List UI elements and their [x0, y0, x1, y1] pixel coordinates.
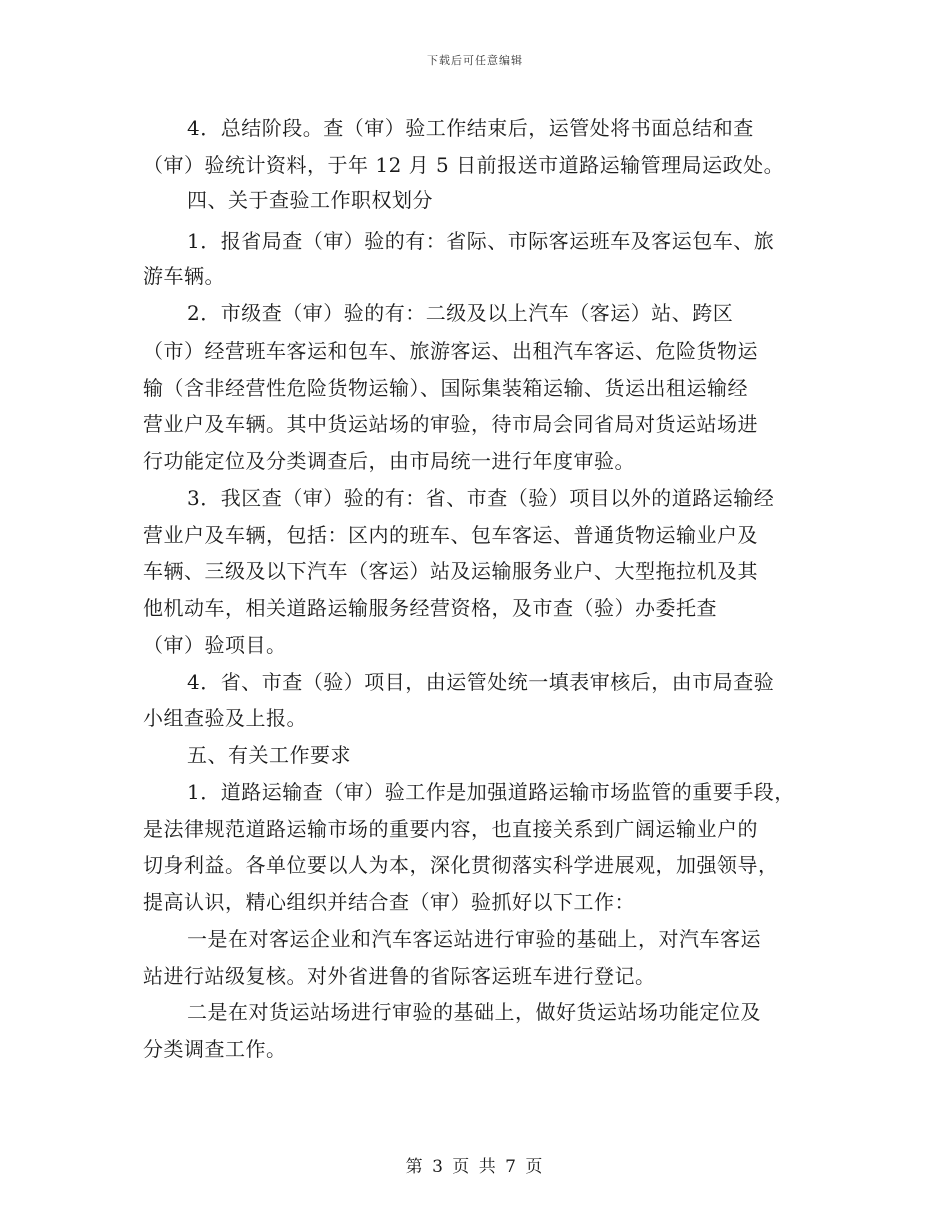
paragraph-line: 一是在对客运企业和汽车客运站进行审验的基础上，对汽车客运 — [187, 927, 761, 951]
paragraph-line: 营业户及车辆。其中货运站场的审验，待市局会同省局对货运站场进 — [143, 412, 758, 436]
paragraph-line: 2．市级查（审）验的有：二级及以上汽车（客运）站、跨区 — [187, 301, 734, 325]
paragraph-line: 游车辆。 — [143, 264, 225, 288]
section-heading: 五、有关工作要求 — [187, 743, 351, 767]
paragraph-line: 他机动车，相关道路运输服务经营资格，及市查（验）办委托查 — [143, 596, 717, 620]
page-number-footer: 第 3 页 共 7 页 — [405, 1157, 545, 1177]
page-header: 下载后可任意编辑 — [427, 54, 523, 67]
paragraph-line: 是法律规范道路运输市场的重要内容，也直接关系到广阔运输业户的 — [143, 817, 758, 841]
paragraph-line: 4．总结阶段。查（审）验工作结束后，运管处将书面总结和查 — [187, 116, 754, 140]
paragraph-line: 1．报省局查（审）验的有：省际、市际客运班车及客运包车、旅 — [187, 229, 775, 253]
paragraph-line: 车辆、三级及以下汽车（客运）站及运输服务业户、大型拖拉机及其 — [143, 559, 758, 583]
section-heading: 四、关于查验工作职权划分 — [187, 188, 433, 212]
paragraph-line: （市）经营班车客运和包车、旅游客运、出租汽车客运、危险货物运 — [143, 339, 758, 363]
paragraph-line: （审）验统计资料，于年 12 月 5 日前报送市道路运输管理局运政处。 — [143, 153, 785, 177]
paragraph-line: 行功能定位及分类调查后，由市局统一进行年度审验。 — [143, 449, 635, 473]
paragraph-line: 输（含非经营性危险货物运输）、国际集装箱运输、货运出租运输经 — [143, 376, 748, 400]
paragraph-line: 营业户及车辆，包括：区内的班车、包车客运、普通货物运输业户及 — [143, 523, 758, 547]
paragraph-line: 二是在对货运站场进行审验的基础上，做好货运站场功能定位及 — [187, 1000, 761, 1024]
paragraph-line: 1．道路运输查（审）验工作是加强道路运输市场监管的重要手段， — [187, 780, 795, 804]
paragraph-line: 站进行站级复核。对外省进鲁的省际客运班车进行登记。 — [143, 964, 656, 988]
paragraph-line: （审）验项目。 — [143, 633, 287, 657]
paragraph-line: 提高认识，精心组织并结合查（审）验抓好以下工作： — [143, 890, 635, 914]
paragraph-line: 小组查验及上报。 — [143, 706, 307, 730]
paragraph-line: 切身利益。各单位要以人为本，深化贯彻落实科学进展观，加强领导， — [143, 853, 779, 877]
paragraph-line: 3．我区查（审）验的有：省、市查（验）项目以外的道路运输经 — [187, 486, 775, 510]
paragraph-line: 4．省、市查（验）项目，由运管处统一填表审核后，由市局查验 — [187, 670, 775, 694]
paragraph-line: 分类调查工作。 — [143, 1037, 287, 1061]
